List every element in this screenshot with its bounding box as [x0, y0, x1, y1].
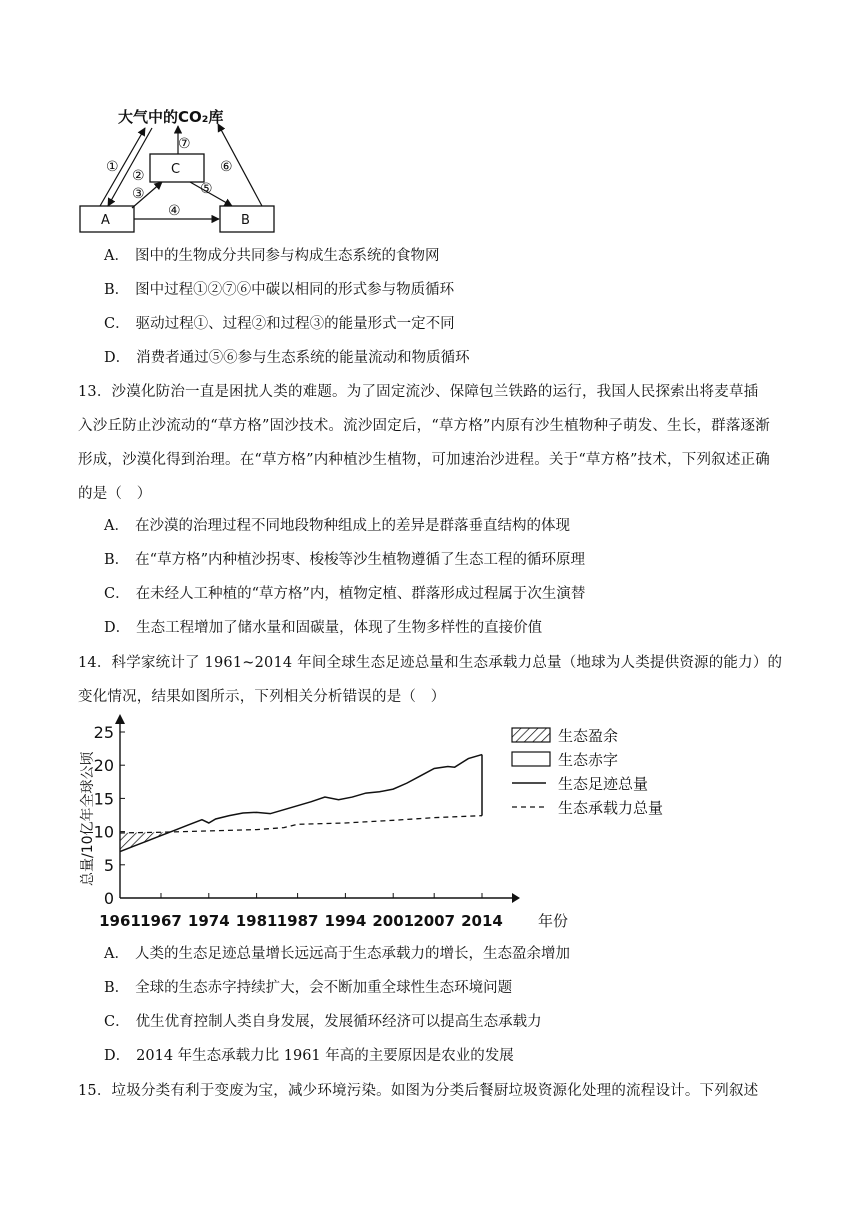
q13-stem: [78, 375, 794, 511]
x-tick-label: 2007: [413, 912, 456, 930]
x-tick-label: 1987: [276, 912, 319, 930]
q13-option-a[interactable]: [104, 516, 570, 536]
mark-7: ⑦: [178, 136, 191, 152]
x-tick-label: 1974: [187, 912, 230, 930]
option-letter: B．: [104, 980, 130, 996]
node-b-label: B: [241, 213, 250, 228]
footprint-line: [120, 755, 482, 852]
node-c-label: C: [171, 162, 181, 177]
option-letter: C．: [104, 586, 130, 602]
option-text: 生态工程增加了储水量和固碳量，体现了生物多样性的直接价值: [136, 620, 543, 636]
q13-stem-line: 的是（ ）: [78, 486, 152, 502]
legend-label: 生态盈余: [558, 727, 619, 745]
option-letter: D．: [104, 1048, 131, 1064]
mark-2: ②: [132, 168, 145, 184]
mark-1: ①: [106, 159, 119, 175]
y-tick-label: 25: [93, 723, 114, 742]
q14-option-b[interactable]: [104, 978, 512, 998]
x-tick-label: 1961: [99, 912, 141, 930]
q12-option-a[interactable]: [104, 246, 439, 266]
q13-option-b[interactable]: [104, 550, 585, 570]
option-text: 优生优育控制人类自身发展，发展循环经济可以提高生态承载力: [135, 1014, 542, 1030]
q13-stem-line: 入沙丘防止沙流动的“草方格”固沙技术。流沙固定后，“草方格”内原有沙生植物种子萌发、生长，群落逐渐: [78, 418, 770, 434]
q15-stem: [78, 1074, 794, 1108]
option-letter: D．: [104, 350, 131, 366]
mark-4: ④: [168, 203, 181, 219]
option-text: 在沙漠的治理过程不同地段物种组成上的差异是群落垂直结构的体现: [134, 518, 570, 534]
q13-option-c[interactable]: [104, 584, 585, 604]
legend-label: 生态赤字: [558, 751, 619, 769]
q13-stem-line: 形成，沙漠化得到治理。在“草方格”内种植沙生植物，可加速治沙进程。关于“草方格”技术，下列叙述正确: [78, 452, 770, 468]
node-a-label: A: [101, 213, 110, 228]
legend-deficit-swatch: [512, 752, 550, 766]
option-text: 人类的生态足迹总量增长远远高于生态承载力的增长，生态盈余增加: [134, 946, 570, 962]
q14-option-d[interactable]: [104, 1046, 514, 1066]
option-letter: A．: [104, 518, 129, 534]
option-letter: D．: [104, 620, 131, 636]
q12-option-b[interactable]: [104, 280, 454, 300]
y-tick-label: 0: [103, 889, 114, 908]
option-text: 驱动过程①、过程②和过程③的能量形式一定不同: [135, 316, 455, 332]
q12-option-c[interactable]: [104, 314, 455, 334]
x-tick-label: 1981: [235, 912, 278, 930]
y-tick-label: 10: [93, 822, 114, 842]
option-letter: A．: [104, 248, 129, 264]
legend-label: 生态足迹总量: [558, 775, 649, 793]
option-text: 在未经人工种植的“草方格”内，植物定植、群落形成过程属于次生演替: [135, 586, 586, 602]
y-tick-label: 20: [93, 756, 114, 776]
option-text: 消费者通过⑤⑥参与生态系统的能量流动和物质循环: [136, 350, 470, 366]
q14-option-c[interactable]: [104, 1012, 542, 1032]
x-tick-label: 2014: [461, 912, 503, 930]
mark-5: ⑤: [200, 181, 213, 197]
q13-option-d[interactable]: [104, 618, 542, 638]
q13-stem-line: 13．沙漠化防治一直是困扰人类的难题。为了固定流沙、保障包兰铁路的运行，我国人民探索出将麦草插: [78, 384, 759, 400]
q12-option-d[interactable]: [104, 348, 470, 368]
option-letter: C．: [104, 316, 130, 332]
eco-footprint-chart: [70, 712, 710, 936]
x-tick-label: 1967: [140, 912, 182, 930]
y-axis-arrow: [115, 714, 125, 724]
option-text: 图中过程①②⑦⑥中碳以相同的形式参与物质循环: [135, 282, 455, 298]
y-tick-label: 5: [103, 855, 114, 875]
option-text: 图中的生物成分共同参与构成生态系统的食物网: [134, 248, 440, 264]
x-tick-label: 2001: [372, 912, 415, 930]
q14-stem: [78, 646, 794, 714]
legend-surplus-swatch: [512, 728, 550, 742]
q15-stem-line: 15．垃圾分类有利于变废为宝，减少环境污染。如图为分类后餐厨垃圾资源化处理的流程设计。下列叙述: [78, 1083, 759, 1099]
x-axis-arrow: [512, 893, 520, 903]
option-letter: B．: [104, 552, 130, 568]
option-letter: C．: [104, 1014, 130, 1030]
y-tick-label: 15: [93, 789, 114, 809]
option-letter: B．: [104, 282, 130, 298]
legend-label: 生态承载力总量: [558, 799, 664, 817]
x-tick-label: 1994: [324, 912, 367, 930]
carbon-cycle-diagram: [70, 96, 290, 236]
mark-6: ⑥: [220, 159, 233, 175]
x-axis-title: 年份: [538, 912, 569, 930]
q14-stem-line: 14．科学家统计了 1961~2014 年间全球生态足迹总量和生态承载力总量（地球为人类提供资源的能力）的: [78, 655, 783, 671]
option-text: 2014 年生态承载力比 1961 年高的主要原因是农业的发展: [136, 1048, 514, 1064]
option-letter: A．: [104, 946, 129, 962]
mark-3: ③: [132, 186, 145, 202]
q14-option-a[interactable]: [104, 944, 570, 964]
y-axis-title: 总量/10亿年全球公顷: [80, 751, 96, 886]
q14-stem-line: 变化情况，结果如图所示，下列相关分析错误的是（ ）: [78, 689, 446, 705]
co2-pool-label: 大气中的CO₂库: [118, 108, 224, 126]
option-text: 在“草方格”内种植沙拐枣、梭梭等沙生植物遵循了生态工程的循环原理: [135, 552, 585, 568]
option-text: 全球的生态赤字持续扩大，会不断加重全球性生态环境问题: [135, 980, 513, 996]
